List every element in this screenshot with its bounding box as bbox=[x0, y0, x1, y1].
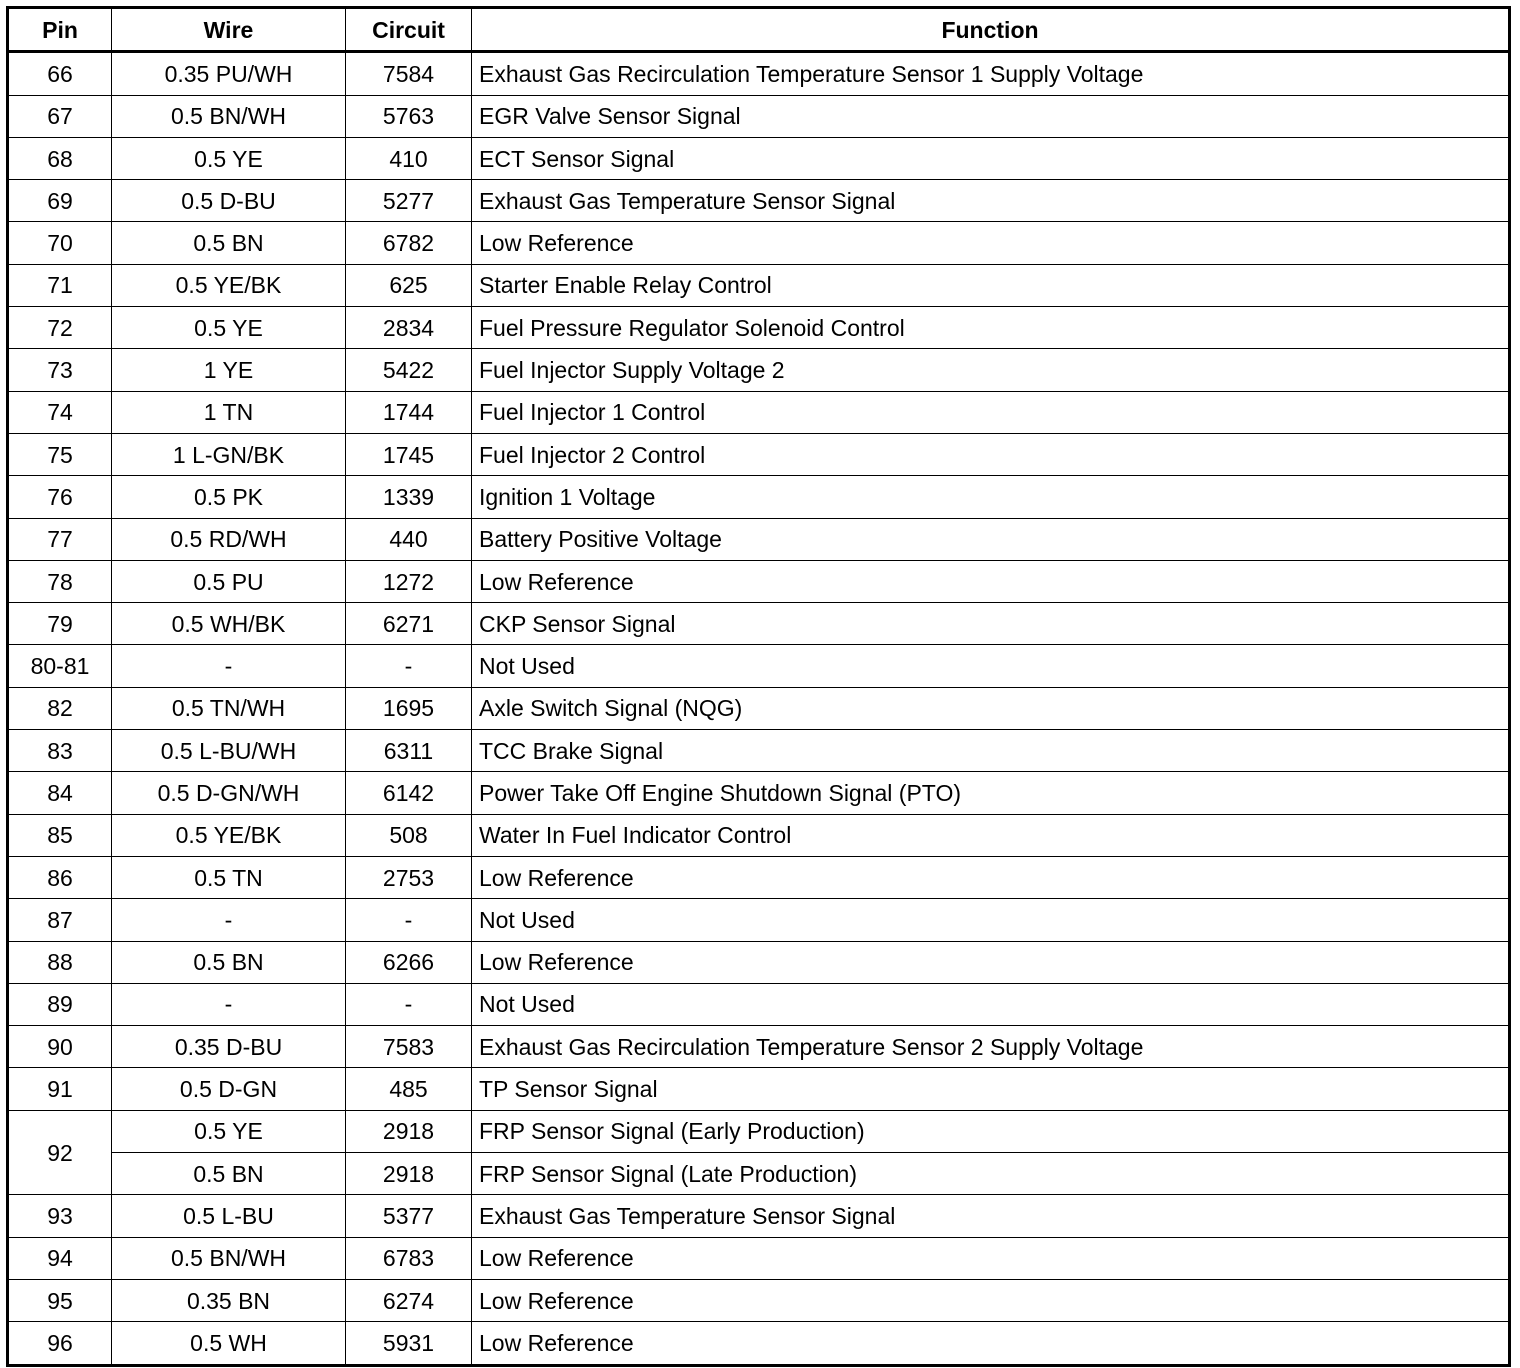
table-row bbox=[8, 307, 1510, 349]
cell-function: Not Used bbox=[472, 983, 1510, 1025]
cell-function: CKP Sensor Signal bbox=[472, 603, 1510, 645]
cell-function: Not Used bbox=[472, 899, 1510, 941]
table-row bbox=[8, 645, 1510, 687]
cell-pin: 84 bbox=[8, 772, 112, 814]
cell-circuit: 5377 bbox=[346, 1195, 472, 1237]
cell-function: Exhaust Gas Recirculation Temperature Sensor 1 Supply Voltage bbox=[472, 52, 1510, 95]
cell-function: Axle Switch Signal (NQG) bbox=[472, 687, 1510, 729]
cell-wire: 0.5 L-BU/WH bbox=[112, 730, 346, 772]
cell-wire: 1 L-GN/BK bbox=[112, 433, 346, 475]
cell-pin: 88 bbox=[8, 941, 112, 983]
cell-wire: 0.5 D-GN bbox=[112, 1068, 346, 1110]
cell-pin: 87 bbox=[8, 899, 112, 941]
cell-wire: 0.5 WH/BK bbox=[112, 603, 346, 645]
cell-function: Water In Fuel Indicator Control bbox=[472, 814, 1510, 856]
cell-pin: 78 bbox=[8, 560, 112, 602]
cell-circuit: 6266 bbox=[346, 941, 472, 983]
cell-wire: 0.5 YE bbox=[112, 307, 346, 349]
cell-function: Starter Enable Relay Control bbox=[472, 264, 1510, 306]
cell-circuit: 1695 bbox=[346, 687, 472, 729]
cell-circuit: 7583 bbox=[346, 1026, 472, 1068]
cell-circuit: 625 bbox=[346, 264, 472, 306]
cell-function: Exhaust Gas Temperature Sensor Signal bbox=[472, 180, 1510, 222]
cell-wire: 0.5 BN bbox=[112, 1153, 346, 1195]
cell-circuit: 6271 bbox=[346, 603, 472, 645]
cell-pin: 89 bbox=[8, 983, 112, 1025]
cell-pin: 76 bbox=[8, 476, 112, 518]
table-row bbox=[8, 899, 1510, 941]
cell-pin: 90 bbox=[8, 1026, 112, 1068]
header-function: Function bbox=[472, 8, 1510, 52]
cell-pin: 79 bbox=[8, 603, 112, 645]
cell-wire: 0.5 YE bbox=[112, 137, 346, 179]
table-row bbox=[8, 433, 1510, 475]
cell-circuit: 7584 bbox=[346, 52, 472, 95]
table-row bbox=[8, 1322, 1510, 1365]
cell-pin: 66 bbox=[8, 52, 112, 95]
cell-pin: 92 bbox=[8, 1110, 112, 1195]
table-body bbox=[8, 52, 1510, 1365]
table-row bbox=[8, 1237, 1510, 1279]
cell-wire: 0.35 D-BU bbox=[112, 1026, 346, 1068]
cell-wire: 0.5 D-GN/WH bbox=[112, 772, 346, 814]
cell-wire: 0.5 BN bbox=[112, 941, 346, 983]
cell-pin: 71 bbox=[8, 264, 112, 306]
cell-wire: 0.5 BN/WH bbox=[112, 95, 346, 137]
cell-pin: 72 bbox=[8, 307, 112, 349]
cell-circuit: 2834 bbox=[346, 307, 472, 349]
cell-pin: 73 bbox=[8, 349, 112, 391]
table-header-row bbox=[8, 8, 1510, 52]
cell-function: Exhaust Gas Recirculation Temperature Sensor 2 Supply Voltage bbox=[472, 1026, 1510, 1068]
table-row bbox=[8, 1026, 1510, 1068]
cell-circuit: - bbox=[346, 899, 472, 941]
cell-function: Low Reference bbox=[472, 1322, 1510, 1365]
table-row bbox=[8, 1195, 1510, 1237]
cell-function: FRP Sensor Signal (Early Production) bbox=[472, 1110, 1510, 1152]
cell-wire: - bbox=[112, 899, 346, 941]
table-row bbox=[8, 603, 1510, 645]
table-row bbox=[8, 772, 1510, 814]
cell-function: Battery Positive Voltage bbox=[472, 518, 1510, 560]
header-circuit: Circuit bbox=[346, 8, 472, 52]
cell-circuit: 6142 bbox=[346, 772, 472, 814]
cell-function: Exhaust Gas Temperature Sensor Signal bbox=[472, 1195, 1510, 1237]
cell-circuit: 6783 bbox=[346, 1237, 472, 1279]
table-row bbox=[8, 856, 1510, 898]
cell-function: Low Reference bbox=[472, 941, 1510, 983]
cell-function: Fuel Injector 2 Control bbox=[472, 433, 1510, 475]
cell-function: FRP Sensor Signal (Late Production) bbox=[472, 1153, 1510, 1195]
cell-wire: 1 TN bbox=[112, 391, 346, 433]
cell-wire: 0.35 PU/WH bbox=[112, 52, 346, 95]
cell-circuit: 5931 bbox=[346, 1322, 472, 1365]
cell-wire: 0.5 WH bbox=[112, 1322, 346, 1365]
cell-circuit: 6782 bbox=[346, 222, 472, 264]
cell-pin: 91 bbox=[8, 1068, 112, 1110]
cell-wire: 1 YE bbox=[112, 349, 346, 391]
cell-function: Low Reference bbox=[472, 222, 1510, 264]
cell-wire: 0.5 YE/BK bbox=[112, 264, 346, 306]
cell-pin: 94 bbox=[8, 1237, 112, 1279]
cell-pin: 86 bbox=[8, 856, 112, 898]
cell-wire: 0.5 BN/WH bbox=[112, 1237, 346, 1279]
cell-function: Power Take Off Engine Shutdown Signal (PTO) bbox=[472, 772, 1510, 814]
cell-pin: 77 bbox=[8, 518, 112, 560]
cell-function: Not Used bbox=[472, 645, 1510, 687]
cell-circuit: 1339 bbox=[346, 476, 472, 518]
cell-wire: 0.5 D-BU bbox=[112, 180, 346, 222]
cell-wire: 0.5 RD/WH bbox=[112, 518, 346, 560]
cell-wire: 0.5 L-BU bbox=[112, 1195, 346, 1237]
cell-pin: 75 bbox=[8, 433, 112, 475]
table-row bbox=[8, 137, 1510, 179]
table-row bbox=[8, 1279, 1510, 1321]
cell-wire: 0.5 TN bbox=[112, 856, 346, 898]
table-row bbox=[8, 730, 1510, 772]
table-row bbox=[8, 391, 1510, 433]
table-row bbox=[8, 476, 1510, 518]
cell-function: Low Reference bbox=[472, 856, 1510, 898]
cell-pin: 95 bbox=[8, 1279, 112, 1321]
cell-circuit: 1745 bbox=[346, 433, 472, 475]
cell-circuit: 5763 bbox=[346, 95, 472, 137]
cell-pin: 74 bbox=[8, 391, 112, 433]
cell-pin: 80-81 bbox=[8, 645, 112, 687]
cell-wire: 0.5 PK bbox=[112, 476, 346, 518]
cell-circuit: 1272 bbox=[346, 560, 472, 602]
cell-function: ECT Sensor Signal bbox=[472, 137, 1510, 179]
cell-wire: - bbox=[112, 645, 346, 687]
table-row bbox=[8, 814, 1510, 856]
cell-circuit: - bbox=[346, 983, 472, 1025]
cell-wire: 0.5 PU bbox=[112, 560, 346, 602]
cell-circuit: 485 bbox=[346, 1068, 472, 1110]
table-row bbox=[8, 687, 1510, 729]
cell-circuit: 6274 bbox=[346, 1279, 472, 1321]
cell-circuit: 6311 bbox=[346, 730, 472, 772]
table-row bbox=[8, 983, 1510, 1025]
header-pin: Pin bbox=[8, 8, 112, 52]
cell-wire: 0.5 TN/WH bbox=[112, 687, 346, 729]
cell-function: Low Reference bbox=[472, 1279, 1510, 1321]
cell-pin: 93 bbox=[8, 1195, 112, 1237]
cell-function: Fuel Pressure Regulator Solenoid Control bbox=[472, 307, 1510, 349]
cell-circuit: 2753 bbox=[346, 856, 472, 898]
cell-wire: 0.5 YE/BK bbox=[112, 814, 346, 856]
cell-pin: 68 bbox=[8, 137, 112, 179]
cell-wire: 0.5 BN bbox=[112, 222, 346, 264]
table-row bbox=[8, 222, 1510, 264]
cell-function: Low Reference bbox=[472, 560, 1510, 602]
cell-function: TP Sensor Signal bbox=[472, 1068, 1510, 1110]
table-row bbox=[8, 180, 1510, 222]
cell-pin: 82 bbox=[8, 687, 112, 729]
cell-function: Fuel Injector Supply Voltage 2 bbox=[472, 349, 1510, 391]
cell-pin: 69 bbox=[8, 180, 112, 222]
cell-pin: 83 bbox=[8, 730, 112, 772]
cell-circuit: 1744 bbox=[346, 391, 472, 433]
cell-function: TCC Brake Signal bbox=[472, 730, 1510, 772]
cell-pin: 67 bbox=[8, 95, 112, 137]
cell-function: Ignition 1 Voltage bbox=[472, 476, 1510, 518]
cell-circuit: 440 bbox=[346, 518, 472, 560]
cell-circuit: 2918 bbox=[346, 1110, 472, 1152]
table-row bbox=[8, 560, 1510, 602]
cell-wire: 0.5 YE bbox=[112, 1110, 346, 1152]
table-row bbox=[8, 941, 1510, 983]
cell-circuit: 2918 bbox=[346, 1153, 472, 1195]
cell-function: Fuel Injector 1 Control bbox=[472, 391, 1510, 433]
cell-pin: 70 bbox=[8, 222, 112, 264]
cell-wire: - bbox=[112, 983, 346, 1025]
cell-wire: 0.35 BN bbox=[112, 1279, 346, 1321]
table-row bbox=[8, 518, 1510, 560]
cell-circuit: 5277 bbox=[346, 180, 472, 222]
cell-function: EGR Valve Sensor Signal bbox=[472, 95, 1510, 137]
pin-function-table bbox=[6, 6, 1511, 1367]
table-row bbox=[8, 1110, 1510, 1152]
table-row bbox=[8, 95, 1510, 137]
cell-pin: 85 bbox=[8, 814, 112, 856]
cell-circuit: 508 bbox=[346, 814, 472, 856]
table-row bbox=[8, 264, 1510, 306]
table-row bbox=[8, 1068, 1510, 1110]
table-row bbox=[8, 349, 1510, 391]
cell-circuit: 410 bbox=[346, 137, 472, 179]
cell-circuit: - bbox=[346, 645, 472, 687]
cell-circuit: 5422 bbox=[346, 349, 472, 391]
header-wire: Wire bbox=[112, 8, 346, 52]
table-row bbox=[8, 52, 1510, 95]
cell-function: Low Reference bbox=[472, 1237, 1510, 1279]
cell-pin: 96 bbox=[8, 1322, 112, 1365]
table-row bbox=[8, 1153, 1510, 1195]
